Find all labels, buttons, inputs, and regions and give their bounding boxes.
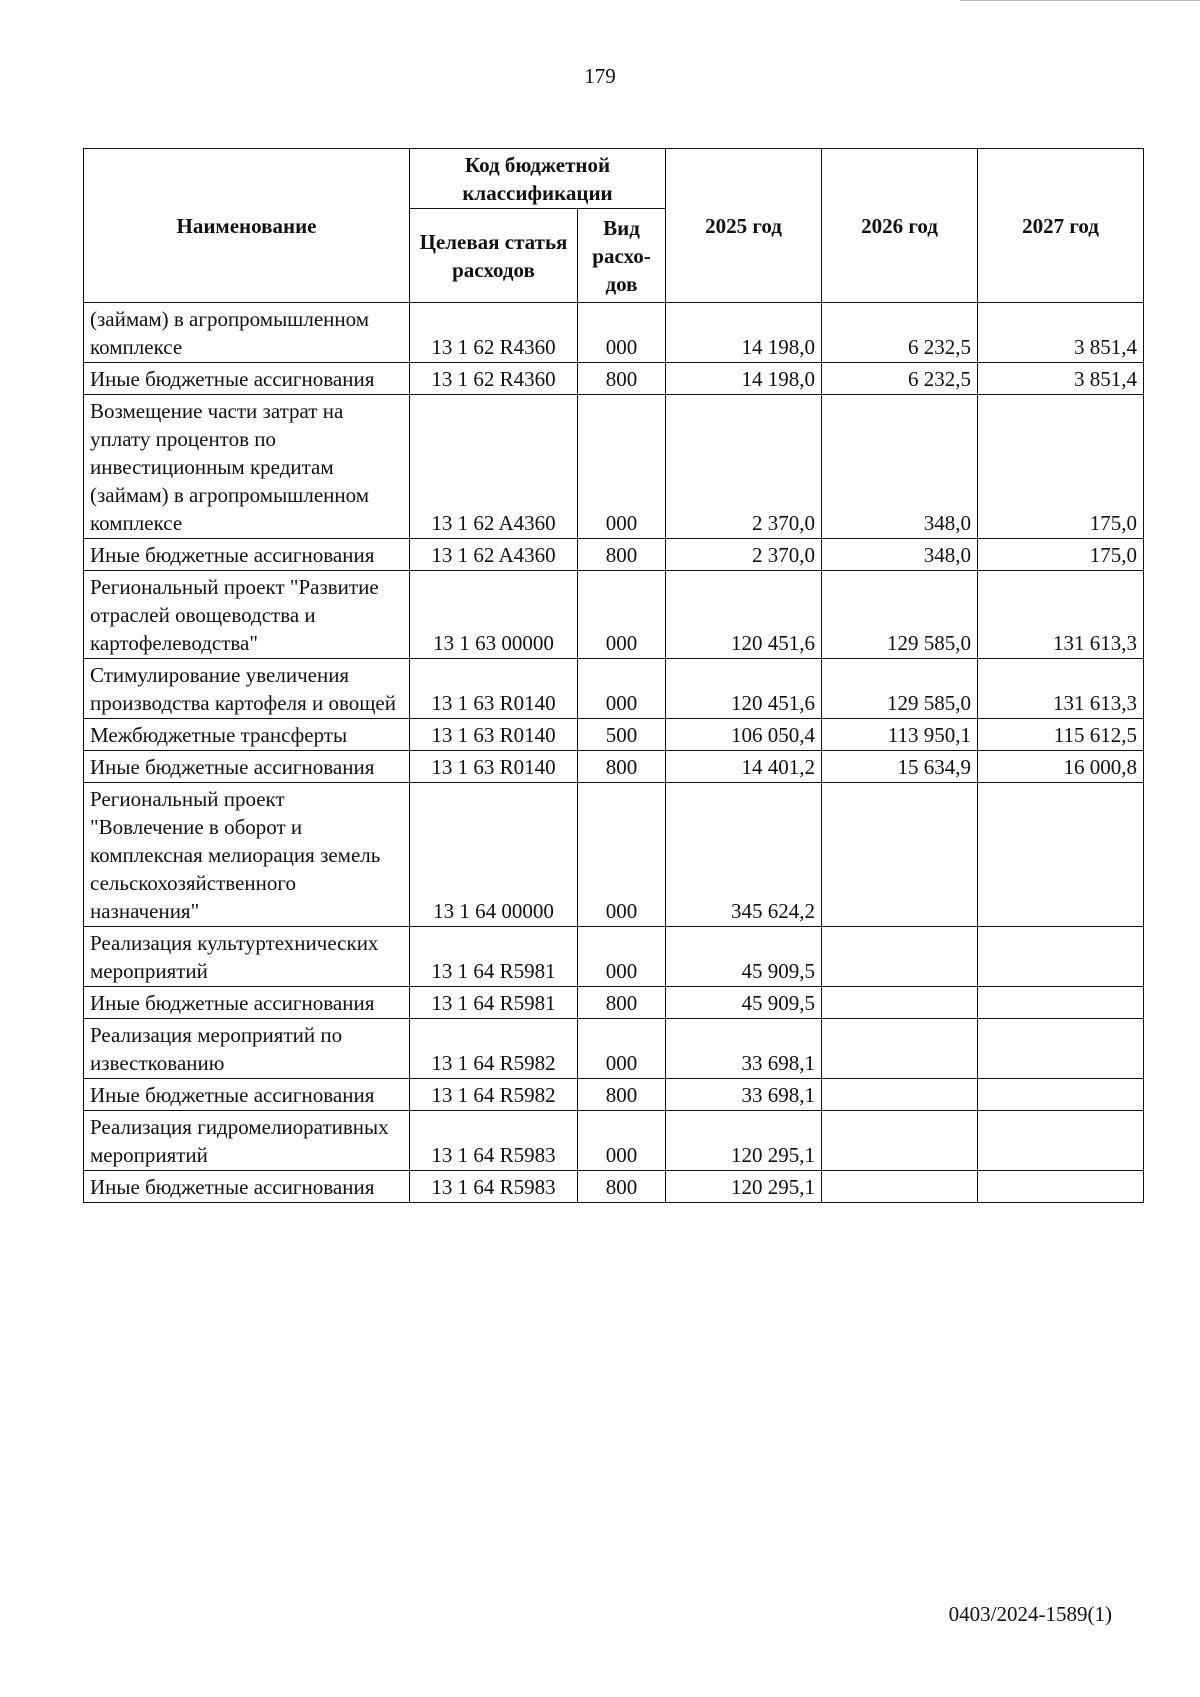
row-value-2026: [822, 927, 978, 987]
row-value-2025: 14 401,2: [666, 751, 822, 783]
row-value-2026: [822, 1171, 978, 1203]
row-value-2025: 33 698,1: [666, 1019, 822, 1079]
row-value-2026: [822, 783, 978, 927]
table-row: [84, 539, 1144, 571]
row-name: Иные бюджетные ассигнования: [84, 363, 410, 395]
table-row: [84, 783, 1144, 927]
row-value-2027: 131 613,3: [978, 571, 1144, 659]
table-row: [84, 1111, 1144, 1171]
row-expense-type: 500: [578, 719, 666, 751]
table-row: [84, 395, 1144, 539]
table-row: [84, 571, 1144, 659]
row-target-article: 13 1 64 R5983: [410, 1171, 578, 1203]
row-value-2027: [978, 783, 1144, 927]
header-kbk-group: Код бюджетной классификации: [410, 149, 666, 209]
header-name: Наименование: [84, 149, 410, 303]
row-value-2025: 120 295,1: [666, 1171, 822, 1203]
row-value-2025: 120 451,6: [666, 571, 822, 659]
row-value-2027: 16 000,8: [978, 751, 1144, 783]
row-target-article: 13 1 62 R4360: [410, 303, 578, 363]
row-value-2027: 175,0: [978, 395, 1144, 539]
row-value-2027: 131 613,3: [978, 659, 1144, 719]
row-name: (займам) в агропромышленном комплексе: [84, 303, 410, 363]
row-target-article: 13 1 63 R0140: [410, 751, 578, 783]
row-target-article: 13 1 64 R5981: [410, 927, 578, 987]
header-year-2026: 2026 год: [822, 149, 978, 303]
row-value-2027: 3 851,4: [978, 303, 1144, 363]
row-target-article: 13 1 63 00000: [410, 571, 578, 659]
table-row: [84, 1079, 1144, 1111]
row-target-article: 13 1 64 00000: [410, 783, 578, 927]
row-name: Иные бюджетные ассигнования: [84, 1171, 410, 1203]
row-expense-type: 800: [578, 363, 666, 395]
table-header: [84, 149, 1144, 303]
header-expense-type: Вид расхо-дов: [578, 209, 666, 303]
table-row: [84, 987, 1144, 1019]
row-value-2027: 175,0: [978, 539, 1144, 571]
table-row: [84, 719, 1144, 751]
row-value-2027: [978, 1111, 1144, 1171]
row-target-article: 13 1 62 R4360: [410, 363, 578, 395]
row-value-2026: 348,0: [822, 539, 978, 571]
row-expense-type: 000: [578, 1019, 666, 1079]
row-name: Реализация культуртехнических мероприятий: [84, 927, 410, 987]
row-value-2027: [978, 1079, 1144, 1111]
header-year-2027: 2027 год: [978, 149, 1144, 303]
row-value-2027: 115 612,5: [978, 719, 1144, 751]
row-value-2026: [822, 1019, 978, 1079]
row-target-article: 13 1 63 R0140: [410, 659, 578, 719]
row-name: Реализация гидромелиоративных мероприятий: [84, 1111, 410, 1171]
row-name: Реализация мероприятий по известкованию: [84, 1019, 410, 1079]
row-expense-type: 800: [578, 539, 666, 571]
row-name: Региональный проект "Развитие отраслей овощеводства и картофелеводства": [84, 571, 410, 659]
table-row: [84, 1171, 1144, 1203]
header-target-article: Целевая статья расходов: [410, 209, 578, 303]
row-value-2026: 6 232,5: [822, 363, 978, 395]
row-target-article: 13 1 62 A4360: [410, 539, 578, 571]
row-value-2027: [978, 927, 1144, 987]
header-year-2025: 2025 год: [666, 149, 822, 303]
row-value-2025: 14 198,0: [666, 303, 822, 363]
table-row: [84, 363, 1144, 395]
row-target-article: 13 1 62 A4360: [410, 395, 578, 539]
row-target-article: 13 1 64 R5981: [410, 987, 578, 1019]
row-value-2025: 106 050,4: [666, 719, 822, 751]
row-value-2025: 120 451,6: [666, 659, 822, 719]
row-value-2026: 129 585,0: [822, 571, 978, 659]
table-row: [84, 303, 1144, 363]
table-body: [84, 303, 1144, 1203]
page-number: 179: [584, 64, 616, 88]
row-expense-type: 800: [578, 987, 666, 1019]
scan-edge-mark: [960, 0, 1200, 3]
row-expense-type: 000: [578, 571, 666, 659]
row-target-article: 13 1 64 R5982: [410, 1079, 578, 1111]
row-value-2025: 33 698,1: [666, 1079, 822, 1111]
row-value-2026: 6 232,5: [822, 303, 978, 363]
row-value-2026: [822, 1111, 978, 1171]
row-value-2025: 120 295,1: [666, 1111, 822, 1171]
row-target-article: 13 1 63 R0140: [410, 719, 578, 751]
row-value-2025: 345 624,2: [666, 783, 822, 927]
row-value-2025: 45 909,5: [666, 927, 822, 987]
row-name: Иные бюджетные ассигнования: [84, 1079, 410, 1111]
row-expense-type: 800: [578, 1079, 666, 1111]
row-expense-type: 800: [578, 1171, 666, 1203]
row-value-2027: [978, 1019, 1144, 1079]
row-value-2026: 129 585,0: [822, 659, 978, 719]
row-name: Иные бюджетные ассигнования: [84, 539, 410, 571]
table-row: [84, 659, 1144, 719]
row-name: Иные бюджетные ассигнования: [84, 987, 410, 1019]
row-expense-type: 000: [578, 1111, 666, 1171]
row-value-2027: [978, 987, 1144, 1019]
row-name: Иные бюджетные ассигнования: [84, 751, 410, 783]
row-value-2025: 14 198,0: [666, 363, 822, 395]
row-expense-type: 000: [578, 783, 666, 927]
row-value-2026: [822, 987, 978, 1019]
row-value-2026: 348,0: [822, 395, 978, 539]
row-value-2027: [978, 1171, 1144, 1203]
row-expense-type: 000: [578, 659, 666, 719]
row-expense-type: 000: [578, 927, 666, 987]
row-name: Возмещение части затрат на уплату процентов по инвестиционным кредитам (займам) в агропромышленном комплексе: [84, 395, 410, 539]
row-value-2026: [822, 1079, 978, 1111]
row-target-article: 13 1 64 R5982: [410, 1019, 578, 1079]
row-name: Стимулирование увеличения производства картофеля и овощей: [84, 659, 410, 719]
row-expense-type: 800: [578, 751, 666, 783]
row-expense-type: 000: [578, 395, 666, 539]
table-row: [84, 927, 1144, 987]
budget-table: [83, 148, 1144, 1203]
table-row: [84, 751, 1144, 783]
document-number: 0403/2024-1589(1): [948, 1602, 1112, 1626]
row-value-2027: 3 851,4: [978, 363, 1144, 395]
row-value-2026: 113 950,1: [822, 719, 978, 751]
row-name: Региональный проект "Вовлечение в оборот и комплексная мелиорация земель сельскохозяйственного назначения": [84, 783, 410, 927]
row-name: Межбюджетные трансферты: [84, 719, 410, 751]
row-value-2025: 45 909,5: [666, 987, 822, 1019]
row-value-2025: 2 370,0: [666, 395, 822, 539]
row-value-2025: 2 370,0: [666, 539, 822, 571]
row-expense-type: 000: [578, 303, 666, 363]
row-value-2026: 15 634,9: [822, 751, 978, 783]
row-target-article: 13 1 64 R5983: [410, 1111, 578, 1171]
table-row: [84, 1019, 1144, 1079]
